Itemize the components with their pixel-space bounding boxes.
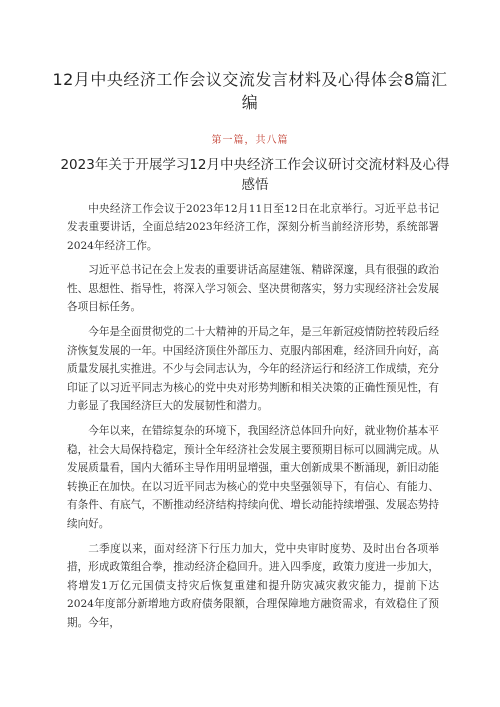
paragraph: 中央经济工作会议于2023年12月11日至12日在北京举行。习近平总书记发表重要讲话，全面总结2023年经济工作，深刻分析当前经济形势，系统部署2024年经济工作。 bbox=[67, 203, 439, 252]
paragraph: 今年以来，在错综复杂的环境下，我国经济总体回升向好，就业物价基本平稳，社会大局保持稳定，预计全年经济社会发展主要预期目标可以圆满完成。从发展质量看，国内大循环主导作用明显增强，重大创新成果不断涌现，新旧动能转换正在加快。在以习近平同志为核心的党中央坚强领导下，有信心、有能力、有条件、有底气，不断推动经济结构持续向优、增长动能持续增强、发展态势持续向好。 bbox=[67, 425, 439, 530]
document-title: 12月中央经济工作会议交流发言材料及心得体会8篇汇编 bbox=[52, 70, 448, 112]
part-label: 第一篇，共八篇 bbox=[211, 135, 289, 146]
paragraph: 今年是全面贯彻党的二十大精神的开局之年，是三年新冠疫情防控转段后经济恢复发展的一年。中国经济顶住外部压力、克服内部困难，经济回升向好，高质量发展扎实推进。不少与会同志认为，今年的经济运行和经济工作成绩，充分印证了以习近平同志为核心的党中央对形势判断和相关决策的正确性预见性，有力彰显了我国经济巨大的发展韧性和潜力。 bbox=[67, 326, 439, 413]
paragraph: 习近平总书记在会上发表的重要讲话高屋建瓴、精辟深邃，具有很强的政治性、思想性、指导性，将深入学习领会、坚决贯彻落实，努力实现经济社会发展各项目标任务。 bbox=[67, 264, 439, 314]
article-body bbox=[67, 200, 439, 639]
paragraph: 二季度以来，面对经济下行压力加大，党中央审时度势、及时出台各项举措，形成政策组合拳，推动经济企稳回升。进入四季度，政策力度进一步加大，将增发1万亿元国债支持灾后恢复重建和提升防灾减灾救灾能力，提前下达2024年度部分新增地方政府债务限额，合理保障地方融资需求，有效稳住了预期。今年， bbox=[67, 542, 439, 629]
article-title: 2023年关于开展学习12月中央经济工作会议研讨交流材料及心得感悟 bbox=[60, 157, 450, 193]
